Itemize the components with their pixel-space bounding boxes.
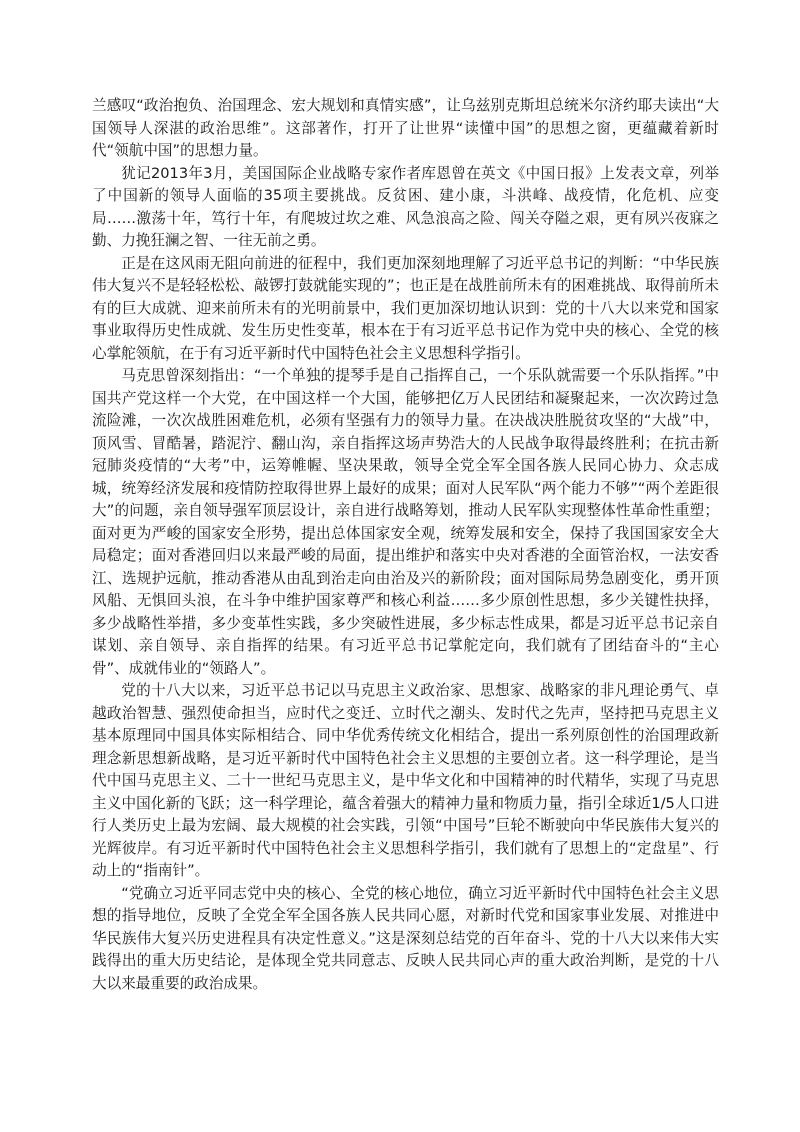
paragraph-1: 兰感叹“政治抱负、治国理念、宏大规划和真情实感”，让乌兹别克斯坦总统米尔济约耶夫读出“大国领导人深湛的政治思维”。这部著作，打开了让世界“读懂中国”的思想之窗，更蕴藏着新时代“领航中国”的思想力量。 [92, 97, 719, 159]
paragraph-4: 马克思曾深刻指出：“一个单独的提琴手是自己指挥自己，一个乐队就需要一个乐队指挥。”中国共产党这样一个大党，在中国这样一个大国，能够把亿万人民团结和凝聚起来，一次次跨过急流险滩，一次次战胜困难危机，必须有坚强有力的领导力量。在决战决胜脱贫攻坚的“大战”中，顶风雪、冒酷暑，踏泥泞、翻山沟，亲自指挥这场声势浩大的人民战争取得最终胜利；在抗击新冠肺炎疫情的“大考”中，运筹帷幄、坚决果敢，领导全党全军全国各族人民同心协力、众志成城，统筹经济发展和疫情防控取得世界上最好的成果；面对人民军队“两个能力不够”“两个差距很大”的问题，亲自领导强军顶层设计，亲自进行战略筹划，推动人民军队实现整体性革命性重塑；面对更为严峻的国家安全形势，提出总体国家安全观，统筹发展和安全，保持了我国国家安全大局稳定；面对香港回归以来最严峻的局面，提出维护和落实中央对香港的全面管治权，一法安香江、选规护远航，推动香港从由乱到治走向由治及兴的新阶段；面对国际局势急剧变化，勇开顶风船、无惧回头浪，在斗争中维护国家尊严和核心利益……多少原创性思想，多少关键性抉择，多少战略性举措，多少变革性实践，多少突破性进展，多少标志性成果，都是习近平总书记亲自谋划、亲自领导、亲自指挥的结果。有习近平总书记掌舵定向，我们就有了团结奋斗的“主心骨”、成就伟业的“领路人”。 [92, 367, 719, 677]
paragraph-5: 党的十八大以来，习近平总书记以马克思主义政治家、思想家、战略家的非凡理论勇气、卓越政治智慧、强烈使命担当，应时代之变迁、立时代之潮头、发时代之先声，坚持把马克思主义基本原理同中国具体实际相结合、同中华优秀传统文化相结合，提出一系列原创性的治国理政新理念新思想新战略，是习近平新时代中国特色社会主义思想的主要创立者。这一科学理论，是当代中国马克思主义、二十一世纪马克思主义，是中华文化和中国精神的时代精华，实现了马克思主义中国化新的飞跃；这一科学理论，蕴含着强大的精神力量和物质力量，指引全球近1/5人口进行人类历史上最为宏阔、最大规模的社会实践，引领“中国号”巨轮不断驶向中华民族伟大复兴的光辉彼岸。有习近平新时代中国特色社会主义思想科学指引，我们就有了思想上的“定盘星”、行动上的“指南针”。 [92, 682, 719, 879]
paragraph-2: 犹记2013年3月，美国国际企业战略专家作者库恩曾在英文《中国日报》上发表文章，列举了中国新的领导人面临的35项主要挑战。反贫困、建小康，斗洪峰、战疫情，化危机、应变局……激荡十年，笃行十年，有爬坡过坎之难、风急浪高之险、闯关夺隘之艰，更有夙兴夜寐之勤、力挽狂澜之智、一往无前之勇。 [92, 164, 719, 249]
article-body [92, 95, 719, 995]
paragraph-6: “党确立习近平同志党中央的核心、全党的核心地位，确立习近平新时代中国特色社会主义思想的指导地位，反映了全党全军全国各族人民共同心愿，对新时代党和国家事业发展、对推进中华民族伟大复兴历史进程具有决定性意义。”这是深刻总结党的百年奋斗、党的十八大以来伟大实践得出的重大历史结论，是体现全党共同意志、反映人民共同心声的重大政治判断，是党的十八大以来最重要的政治成果。 [92, 884, 719, 992]
paragraph-3: 正是在这风雨无阻向前进的征程中，我们更加深刻地理解了习近平总书记的判断：“中华民族伟大复兴不是轻轻松松、敲锣打鼓就能实现的”；也正是在战胜前所未有的困难挑战、取得前所未有的巨大成就、迎来前所未有的光明前景中，我们更加深切地认识到：党的十八大以来党和国家事业取得历史性成就、发生历史性变革，根本在于有习近平总书记作为党中央的核心、全党的核心掌舵领航，在于有习近平新时代中国特色社会主义思想科学指引。 [92, 254, 719, 362]
